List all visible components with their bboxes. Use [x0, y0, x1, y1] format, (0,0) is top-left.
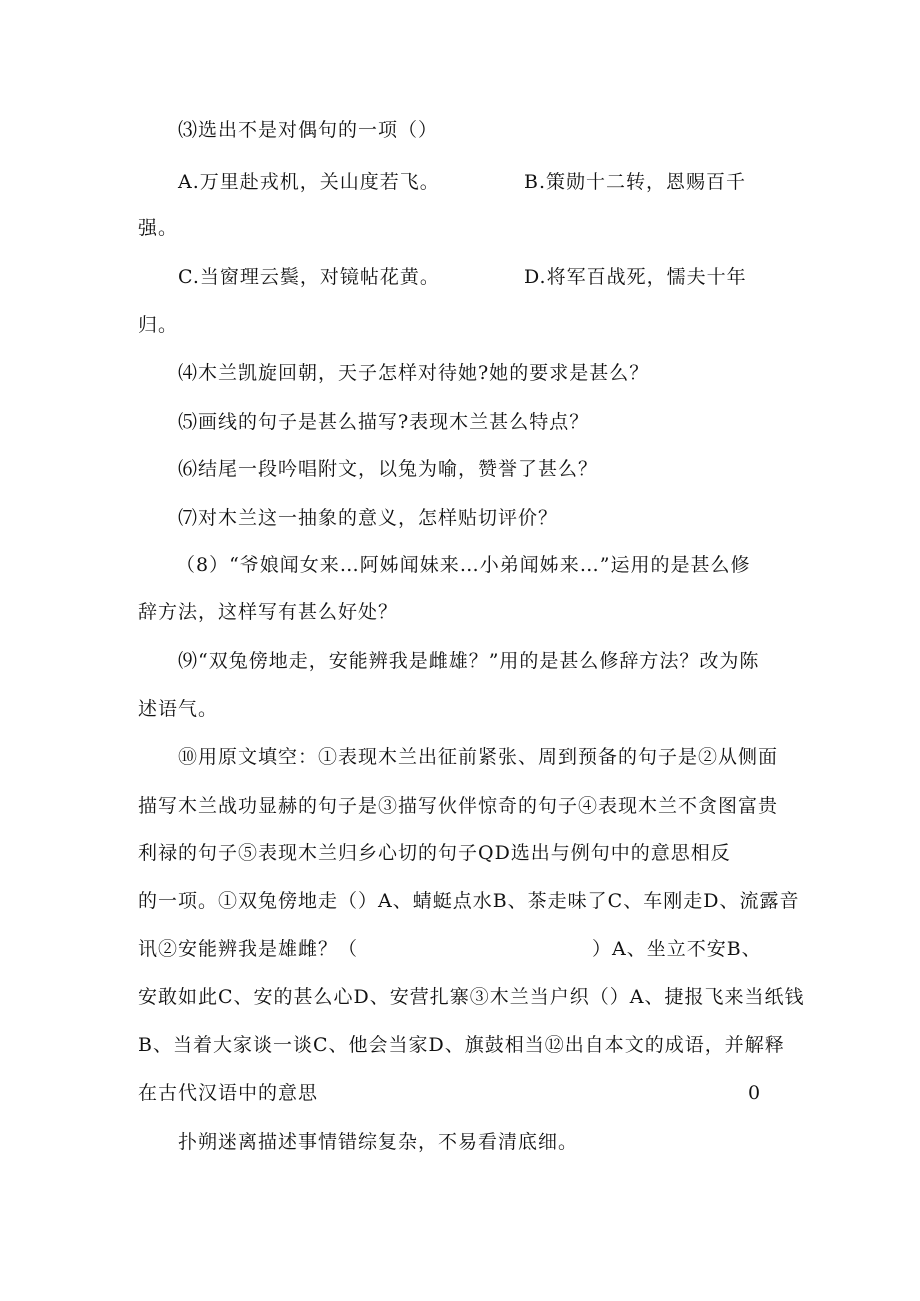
q3-title: ⑶选出不是对偶句的一项（） [178, 119, 439, 141]
q3-option-a: A.万里赴戎机，关山度若飞。 [178, 171, 440, 193]
q10-line-7: B、当着大家谈一谈C、他会当家D、旗鼓相当⑫出自本文的成语，并解释 [138, 1034, 785, 1056]
q3-option-b: B.策勋十二转，恩赐百千 [524, 171, 747, 193]
q3-option-d-continued: 归。 [138, 314, 179, 336]
q4-text: ⑷木兰凯旋回朝，天子怎样对待她?她的要求是甚么？ [178, 362, 650, 384]
q5-text: ⑸画线的句子是甚么描写?表现木兰甚么特点？ [178, 411, 590, 433]
q3-option-b-continued: 强。 [138, 217, 179, 239]
q10-line-3: 利禄的句子⑤表现木兰归乡心切的句子QD选出与例句中的意思相反 [138, 842, 731, 864]
q10-line-8-end: 0 [748, 1082, 762, 1104]
q8-line-2: 辞方法，这样写有甚么好处？ [138, 601, 399, 623]
q10-line-4: 的一项。①双兔傍地走（）A、蜻蜓点水B、茶走味了C、车刚走D、流露音 [138, 890, 800, 912]
q10-line-5-start: 讯②安能辨我是雄雌？（ [138, 938, 359, 960]
q10-line-8: 在古代汉语中的意思 [138, 1082, 319, 1104]
idiom-explanation: 扑朔迷离描述事情错综复杂，不易看清底细。 [178, 1131, 579, 1153]
q10-line-1: ⑩用原文填空：①表现木兰出征前紧张、周到预备的句子是②从侧面 [178, 746, 779, 768]
q7-text: ⑺对木兰这一抽象的意义，怎样贴切评价？ [178, 507, 559, 529]
q8-line-1: （8）“爷娘闻女来…阿姊闻妹来…小弟闻姊来…”运用的是甚么修 [176, 554, 751, 576]
q3-option-d: D.将军百战死，懦夫十年 [524, 266, 747, 288]
q9-line-2: 述语气。 [138, 698, 219, 720]
q3-option-c: C.当窗理云鬓，对镜帖花黄。 [178, 266, 440, 288]
q10-line-2: 描写木兰战功显赫的句子是③描写伙伴惊奇的句子④表现木兰不贪图富贵 [138, 795, 779, 817]
q10-line-6: 安敢如此C、安的甚么心D、安营扎寨③木兰当户织（）A、捷报飞来当纸钱 [138, 986, 805, 1008]
q9-line-1: ⑼“双兔傍地走，安能辨我是雌雄？”用的是甚么修辞方法？改为陈 [178, 650, 760, 672]
q10-line-5-end: ）A、坐立不安B、 [592, 938, 762, 960]
q6-text: ⑹结尾一段吟唱附文，以兔为喻，赞誉了甚么？ [178, 458, 599, 480]
